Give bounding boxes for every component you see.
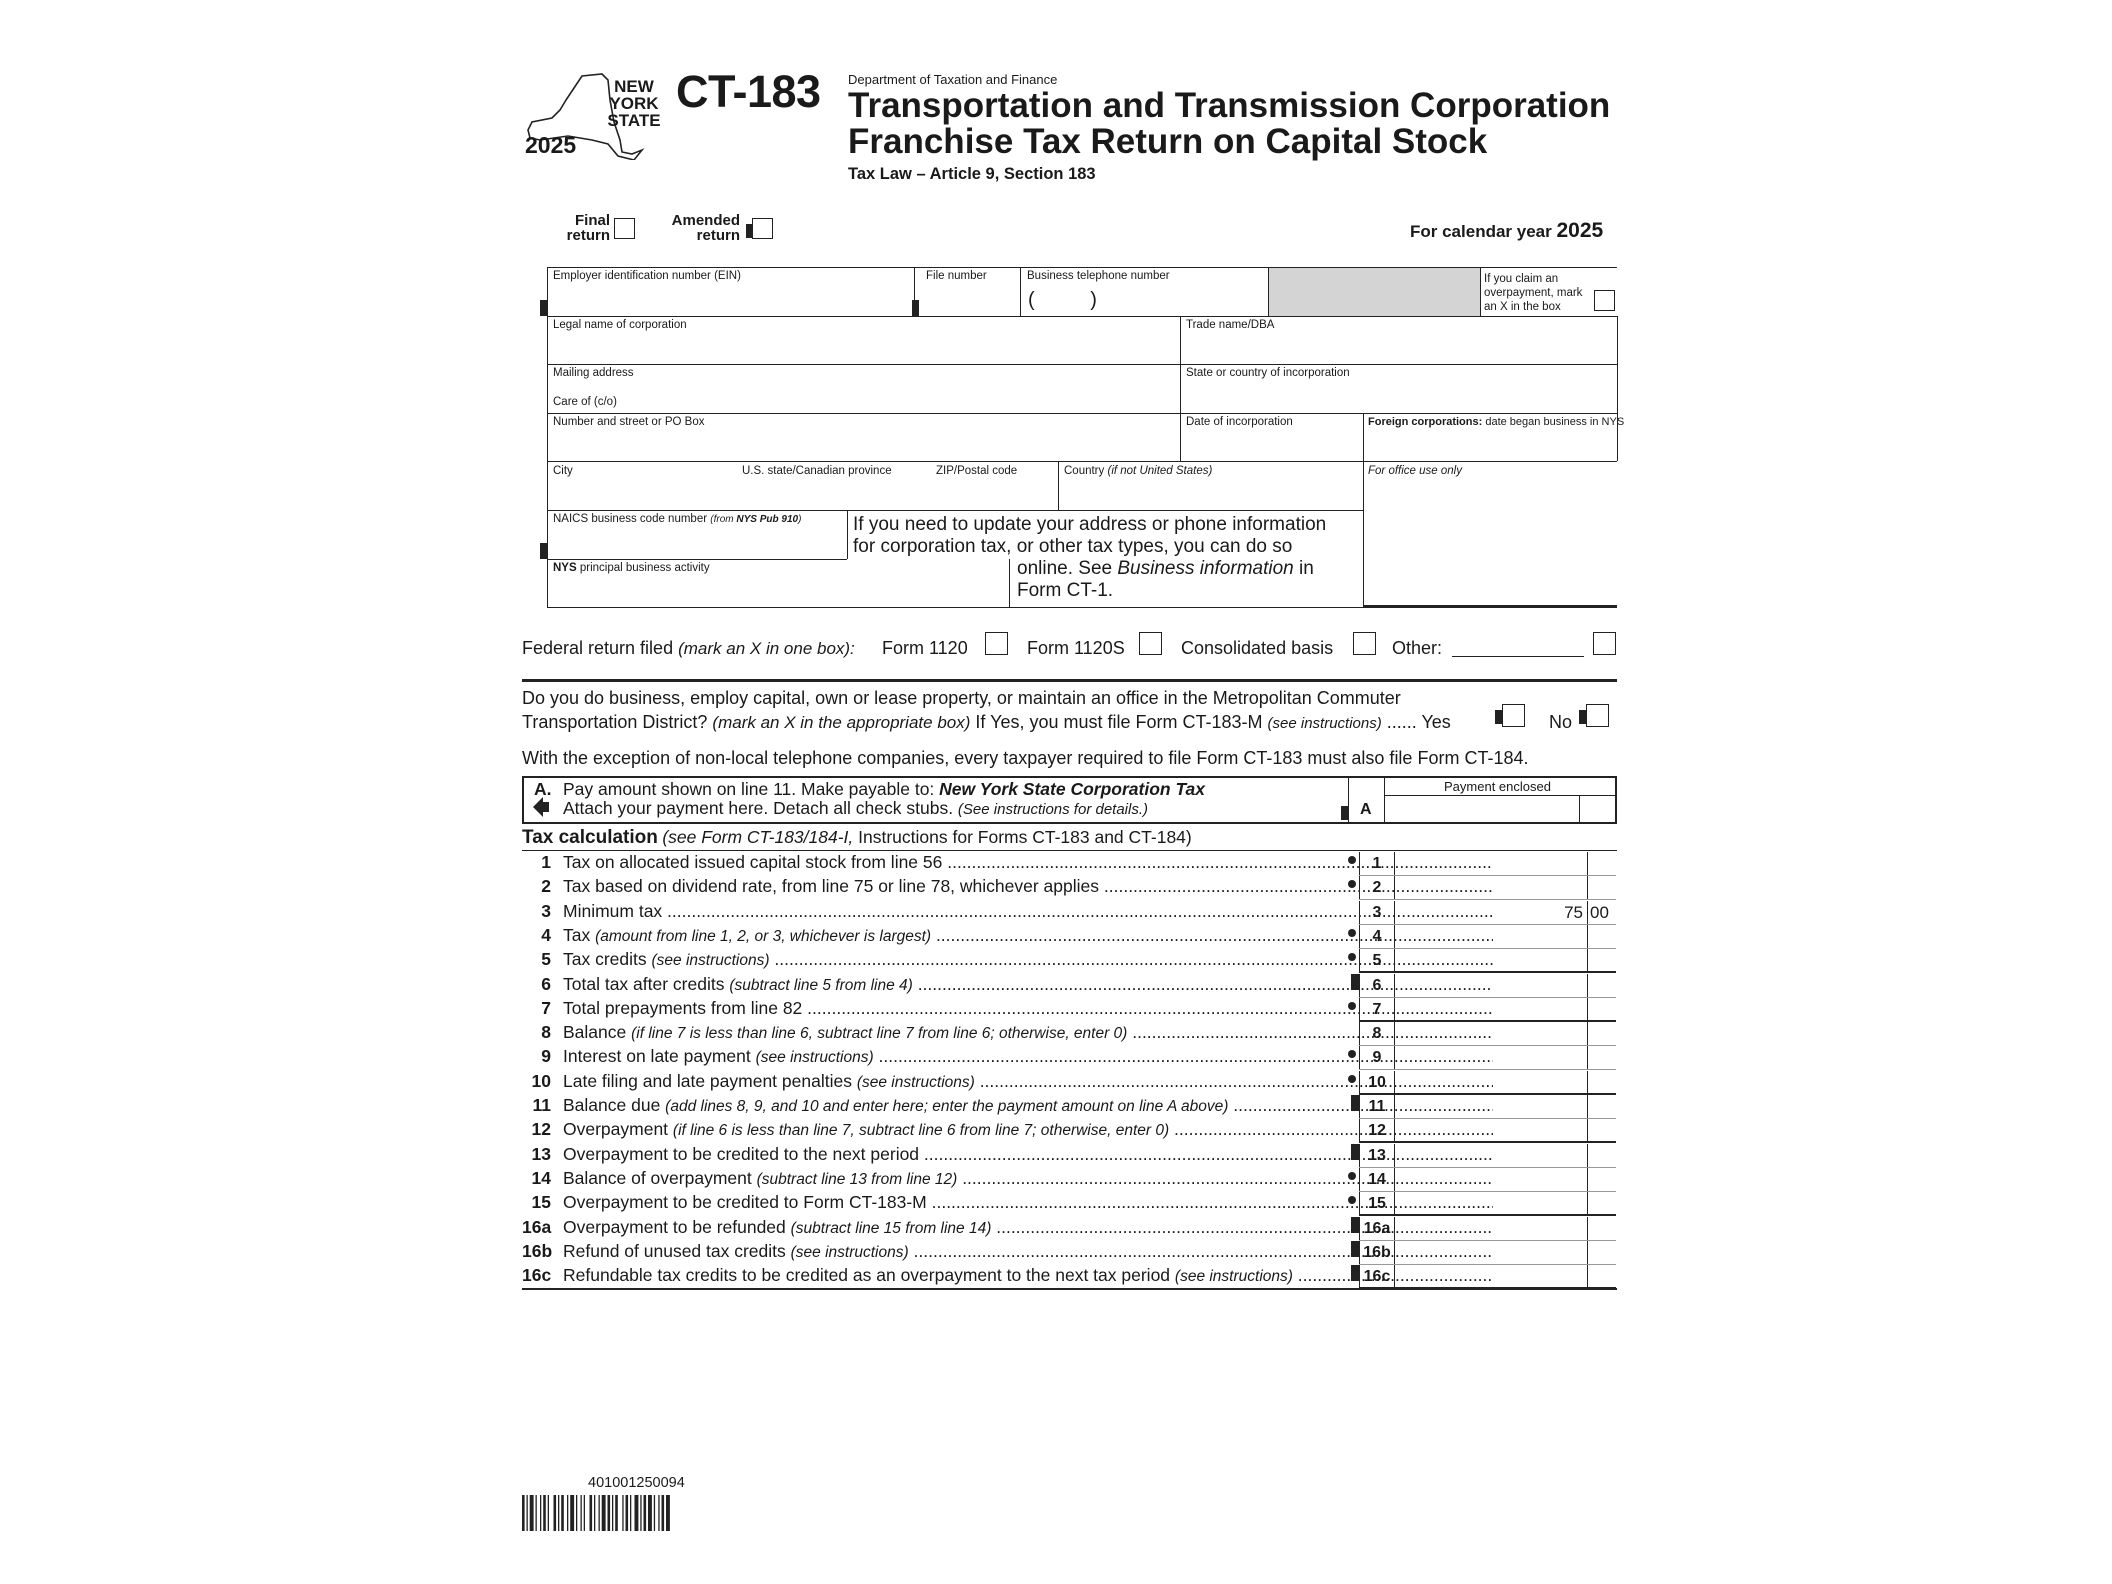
tax-line-16b [522, 1241, 1616, 1265]
line-amount-input[interactable] [1395, 949, 1588, 973]
line-box-number: 8 [1359, 1022, 1395, 1046]
scan-marker [540, 543, 547, 559]
payment-line2a: Attach your payment here. Detach all check stubs. [563, 798, 958, 818]
city-label: City [553, 465, 573, 477]
line-box-number: 16b [1359, 1241, 1395, 1265]
line-box-number: 3 [1359, 901, 1395, 925]
barcode-number: 401001250094 [588, 1475, 685, 1491]
tax-law-reference: Tax Law – Article 9, Section 183 [848, 165, 1096, 183]
business-information-link[interactable]: Business information [1117, 558, 1294, 579]
tax-calculation-heading [522, 827, 1192, 849]
line-box-number: 1 [1359, 852, 1395, 876]
line-cents-input[interactable] [1588, 974, 1618, 998]
line-description: Late filing and late payment penalties (see instructions) ..... [563, 1071, 1493, 1092]
mctd-yes-label: ...... Yes [1386, 712, 1451, 732]
amended-return-label [660, 213, 740, 243]
line-box-number: 15 [1359, 1192, 1395, 1216]
scan-dot-marker [1348, 1075, 1356, 1083]
payment-enclosed-label: Payment enclosed [1444, 779, 1551, 794]
scan-marker [912, 300, 919, 316]
foreign-corp-date-input[interactable] [1368, 431, 1612, 459]
form-1120-label: Form 1120 [882, 638, 968, 658]
tax-line-8 [522, 1022, 1616, 1046]
other-checkbox[interactable] [1593, 632, 1616, 655]
amended-return-label-2: return [696, 227, 740, 244]
country-label-text: Country [1064, 465, 1105, 477]
foreign-corp-label-bold: Foreign corporations: [1368, 416, 1483, 428]
line-number: 5 [541, 949, 551, 970]
line-number: 12 [531, 1119, 551, 1140]
line-cents-input[interactable] [1588, 998, 1618, 1022]
legal-name-input[interactable] [553, 334, 1173, 362]
tax-calculation-note-b: Instructions for Forms CT-183 and CT-184) [853, 827, 1192, 847]
naics-input[interactable] [553, 528, 841, 556]
city-input[interactable] [553, 480, 733, 508]
tax-line-16a [522, 1217, 1616, 1241]
state-province-input[interactable] [742, 480, 922, 508]
ein-label: Employer identification number (EIN) [553, 270, 741, 282]
tax-line-6 [522, 974, 1616, 998]
tax-line-12 [522, 1119, 1616, 1143]
scan-marker [1495, 710, 1502, 724]
line-number: 16c [522, 1265, 552, 1286]
nys-activity-label-text: principal business activity [579, 562, 710, 574]
office-use-label: For office use only [1368, 465, 1462, 477]
zip-input[interactable] [936, 480, 1051, 508]
tax-line-13 [522, 1144, 1616, 1168]
payment-letter: A. [534, 779, 552, 799]
line-amount-input[interactable] [1395, 852, 1588, 876]
tax-line-16c [522, 1265, 1616, 1289]
tax-line-15 [522, 1192, 1616, 1216]
line-number: 3 [541, 900, 551, 921]
naics-note-bold: NYS Pub 910 [736, 514, 799, 525]
line-description: Overpayment to be refunded (subtract line 15 from line 14) ..... [563, 1217, 1493, 1238]
line-description: Total prepayments from line 82 ..... [563, 998, 1493, 1019]
line-box-number: 4 [1359, 925, 1395, 949]
line-box-number: 16c [1359, 1265, 1395, 1289]
shaded-office-area [1269, 268, 1480, 316]
legal-name-label: Legal name of corporation [553, 319, 687, 331]
line-number: 1 [541, 852, 551, 872]
tax-calculation-note-a: (see Form CT-183/184-I, [662, 827, 854, 847]
foreign-corp-label-rest: date began business in NYS [1485, 416, 1625, 428]
line-cents-input[interactable] [1588, 1071, 1618, 1095]
calendar-year-value: 2025 [1556, 219, 1604, 242]
tax-year-logo: 2025 [525, 132, 577, 158]
mctd-question-line-1: Do you do business, employ capital, own or lease property, or maintain an office in the Metropolitan Commuter [522, 688, 1401, 708]
nys-activity-label [553, 562, 710, 574]
trade-name-input[interactable] [1186, 334, 1611, 362]
naics-note-post: ) [798, 514, 802, 525]
consolidated-basis-label: Consolidated basis [1181, 638, 1334, 658]
line-description: Tax credits (see instructions) ..... [563, 949, 1493, 970]
scan-marker [1579, 710, 1586, 724]
calendar-year [1410, 219, 1603, 243]
line-description: Refund of unused tax credits (see instructions) ..... [563, 1241, 1493, 1262]
line-number: 13 [531, 1143, 551, 1164]
line-box-number: 9 [1359, 1046, 1395, 1070]
department-name: Department of Taxation and Finance [848, 72, 1058, 87]
mctd-line2b: (mark an X in the appropriate box) [712, 713, 971, 732]
line-description: Tax based on dividend rate, from line 75 or line 78, whichever applies ..... [563, 876, 1493, 897]
line-amount-input[interactable] [1395, 1095, 1588, 1119]
scan-dot-marker [1348, 929, 1356, 937]
tax-line-7 [522, 998, 1616, 1022]
line-number: 16a [522, 1216, 552, 1237]
mctd-no-label: No [1549, 712, 1573, 732]
business-phone-input[interactable]: ( ) [1028, 289, 1097, 311]
calendar-year-label: For calendar year [1410, 222, 1552, 241]
line-cents-input[interactable] [1588, 1192, 1618, 1216]
update-notice-l4: Form CT-1. [1017, 580, 1114, 601]
tax-line-2 [522, 876, 1616, 900]
line-description: Tax on allocated issued capital stock from line 56 ..... [563, 852, 1493, 873]
payment-enclosed-input[interactable] [1386, 797, 1576, 821]
line-description: Balance due (add lines 8, 9, and 10 and enter here; enter the payment amount on line A above) ..... [563, 1095, 1493, 1116]
line-number: 2 [541, 876, 551, 897]
scan-bar-marker [1351, 1144, 1359, 1160]
scan-dot-marker [1348, 1002, 1356, 1010]
line-cents-input[interactable] [1588, 876, 1618, 900]
trade-name-label: Trade name/DBA [1186, 319, 1275, 331]
country-input[interactable] [1064, 480, 1354, 508]
tax-line-9 [522, 1046, 1616, 1070]
payment-line1a: Pay amount shown on line 11. Make payable to: [563, 779, 940, 799]
mctd-no-checkbox[interactable] [1586, 704, 1609, 727]
line-cents-input[interactable] [1588, 925, 1618, 949]
line-box-number: 13 [1359, 1144, 1395, 1168]
other-label: Other: [1392, 638, 1443, 658]
line-number: 11 [532, 1095, 551, 1115]
line-description: Overpayment to be credited to Form CT-183-M ..... [563, 1192, 1493, 1213]
file-number-label: File number [926, 270, 987, 282]
tax-line-4 [522, 925, 1616, 949]
line-amount-input[interactable] [1395, 1071, 1588, 1095]
line-box-number: 11 [1359, 1095, 1395, 1119]
zip-label: ZIP/Postal code [936, 465, 1018, 477]
country-label [1064, 465, 1212, 477]
line-cents-input[interactable] [1588, 1095, 1618, 1119]
tax-line-1 [522, 852, 1616, 876]
line-description: Total tax after credits (subtract line 5 from line 4) ..... [563, 974, 1493, 995]
form-number: CT-183 [676, 66, 821, 117]
tax-line-11 [522, 1095, 1616, 1119]
mctd-yes-checkbox[interactable] [1502, 704, 1525, 727]
scan-bar-marker [1351, 974, 1359, 990]
tax-line-5 [522, 949, 1616, 973]
payment-payee: New York State Corporation Tax [939, 779, 1205, 799]
form-1120s-checkbox[interactable] [1139, 632, 1162, 655]
line-number: 9 [541, 1046, 551, 1067]
overpayment-claim-label [1484, 272, 1582, 314]
payment-instruction-line-1 [563, 779, 1205, 800]
nys-activity-label-bold: NYS [553, 562, 577, 574]
line-number: 14 [531, 1167, 551, 1188]
line-cents-input[interactable] [1588, 852, 1618, 876]
line-cents-input[interactable] [1588, 949, 1618, 973]
date-of-incorporation-label: Date of incorporation [1186, 416, 1293, 428]
state-of-incorporation-input[interactable] [1186, 382, 1611, 410]
final-return-label-1: Final [574, 212, 610, 229]
line-amount-input[interactable] [1395, 1022, 1588, 1046]
line-description: Overpayment to be credited to the next period ..... [563, 1144, 1493, 1165]
line-cents-input[interactable] [1588, 1241, 1618, 1265]
line-description: Interest on late payment (see instructions) ..... [563, 1046, 1493, 1067]
line-number: 6 [541, 973, 551, 994]
country-label-note: (if not United States) [1107, 465, 1213, 477]
update-notice-l2: for corporation tax, or other tax types, you can do so [853, 536, 1293, 557]
line-number: 7 [541, 997, 551, 1018]
barcode [522, 1495, 762, 1531]
line-description: Overpayment (if line 6 is less than line 7, subtract line 6 from line 7; otherwise, enter 0) ..... [563, 1119, 1493, 1140]
care-of-input[interactable] [640, 392, 1170, 412]
line-box-number: 5 [1359, 949, 1395, 973]
tax-calculation-title: Tax calculation [522, 827, 658, 848]
overpayment-claim-l2: overpayment, mark [1484, 287, 1583, 299]
line-amount-input[interactable] [1395, 876, 1588, 900]
line-box-number: 16a [1359, 1217, 1395, 1241]
line-amount-input[interactable] [1395, 1192, 1588, 1216]
line-cents-input[interactable] [1588, 1046, 1618, 1070]
line-description: Minimum tax ..... [563, 901, 1493, 922]
scan-bar-marker [1351, 1265, 1359, 1281]
final-return-label-2: return [566, 227, 610, 244]
line-cents-input[interactable] [1588, 1144, 1618, 1168]
naics-note-pre: (from [710, 514, 737, 525]
state-of-incorporation-label: State or country of incorporation [1186, 367, 1350, 379]
scan-bar-marker [1351, 1095, 1359, 1111]
line-amount-input[interactable] [1395, 1217, 1588, 1241]
state-logo-text [598, 78, 670, 129]
line-cents-input[interactable] [1588, 1217, 1618, 1241]
amended-return-label-1: Amended [671, 212, 740, 229]
form-title-line-2: Franchise Tax Return on Capital Stock [848, 122, 1488, 161]
logo-word-york: YORK [609, 94, 659, 113]
federal-return-note: (mark an X in one box): [678, 639, 855, 658]
ein-input[interactable] [553, 285, 909, 313]
line-cents-input[interactable] [1588, 1168, 1618, 1192]
federal-return-label-text: Federal return filed [522, 638, 674, 658]
logo-word-new: NEW [614, 77, 654, 96]
line-amount-input[interactable] [1395, 1168, 1588, 1192]
business-phone-label: Business telephone number [1027, 270, 1170, 282]
amended-return-checkbox[interactable] [752, 218, 773, 239]
consolidated-basis-checkbox[interactable] [1353, 632, 1376, 655]
overpayment-claim-l3: an X in the box [1484, 301, 1561, 313]
scan-bar-marker [1351, 1217, 1359, 1233]
date-of-incorporation-input[interactable] [1186, 431, 1356, 459]
tax-line-3 [522, 901, 1616, 925]
line-description: Balance of overpayment (subtract line 13 from line 12) ..... [563, 1168, 1493, 1189]
line-description: Refundable tax credits to be credited as an overpayment to the next tax period (see instructions) ..... [563, 1265, 1493, 1286]
payment-arrow-icon [533, 797, 549, 817]
line-cents-input[interactable]: 00 [1590, 902, 1609, 922]
line-amount-input[interactable] [1395, 998, 1588, 1022]
ct-184-exception-notice: With the exception of non-local telephone companies, every taxpayer required to file Form CT-183 must also file Form CT-184. [522, 748, 1529, 768]
street-label: Number and street or PO Box [553, 416, 705, 428]
update-notice-l1: If you need to update your address or phone information [853, 514, 1327, 535]
line-cents-input[interactable] [1588, 1119, 1618, 1143]
line-box-number: 14 [1359, 1168, 1395, 1192]
mailing-address-label: Mailing address [553, 367, 634, 379]
line-cents-input[interactable] [1588, 1022, 1618, 1046]
line-number: 10 [531, 1070, 551, 1091]
payment-line2b: (See instructions for details.) [957, 801, 1148, 818]
other-input[interactable] [1452, 634, 1584, 657]
scan-dot-marker [1348, 1172, 1356, 1180]
line-number: 4 [541, 924, 551, 945]
line-description: Tax (amount from line 1, 2, or 3, whichever is largest) ..... [563, 925, 1493, 946]
federal-return-label [522, 638, 855, 659]
mctd-line2d: (see instructions) [1267, 715, 1382, 732]
line-box-number: 10 [1359, 1071, 1395, 1095]
line-number: 16b [522, 1240, 553, 1261]
line-amount-input[interactable] [1395, 974, 1588, 998]
naics-label-text: NAICS business code number [553, 513, 708, 525]
mctd-question-line-2 [522, 712, 1451, 733]
update-notice-l3a: online. See [1017, 558, 1118, 579]
line-box-number: 6 [1359, 974, 1395, 998]
form-1120-checkbox[interactable] [985, 632, 1008, 655]
form-1120s-label: Form 1120S [1027, 638, 1125, 658]
line-amount-input[interactable] [1395, 925, 1588, 949]
street-input[interactable] [553, 431, 1173, 459]
line-box-number: 7 [1359, 998, 1395, 1022]
logo-word-state: STATE [607, 111, 661, 130]
scan-marker [1341, 806, 1348, 820]
file-number-input[interactable] [922, 285, 1016, 313]
line-amount-input[interactable] [1395, 1265, 1588, 1289]
line-number: 8 [541, 1022, 551, 1043]
final-return-label [560, 213, 610, 243]
line-amount-input[interactable] [1395, 1144, 1588, 1168]
scan-dot-marker [1348, 856, 1356, 864]
line-box-number: 2 [1359, 876, 1395, 900]
state-province-label: U.S. state/Canadian province [742, 465, 892, 477]
scan-marker [540, 300, 547, 316]
update-notice-l3c: in [1293, 558, 1314, 579]
payment-instruction-line-2 [563, 798, 1148, 819]
foreign-corp-label [1368, 416, 1624, 428]
line-amount-input[interactable] [1395, 1119, 1588, 1143]
line-box-number: 12 [1359, 1119, 1395, 1143]
line-amount-input[interactable]: 75 [1395, 901, 1588, 925]
tax-line-10 [522, 1071, 1616, 1095]
mctd-line2c: If Yes, you must file Form CT-183-M [975, 712, 1263, 732]
naics-label [553, 513, 801, 525]
line-description: Balance (if line 7 is less than line 6, subtract line 7 from line 6; otherwise, enter 0) ..... [563, 1022, 1493, 1043]
scan-bar-marker [1351, 1241, 1359, 1257]
mctd-line2a: Transportation District? [522, 712, 708, 732]
final-return-checkbox[interactable] [614, 218, 635, 239]
overpayment-claim-checkbox[interactable] [1594, 290, 1615, 311]
address-update-notice [853, 514, 1326, 602]
payment-box-letter: A [1360, 801, 1372, 818]
line-amount-input[interactable] [1395, 1046, 1588, 1070]
form-title-line-1: Transportation and Transmission Corporation [848, 86, 1611, 125]
line-number: 15 [531, 1192, 551, 1213]
tax-line-14 [522, 1168, 1616, 1192]
overpayment-claim-l1: If you claim an [1484, 273, 1559, 285]
care-of-label: Care of (c/o) [553, 396, 617, 408]
line-cents-input[interactable] [1588, 1265, 1618, 1289]
line-amount-input[interactable] [1395, 1241, 1588, 1265]
